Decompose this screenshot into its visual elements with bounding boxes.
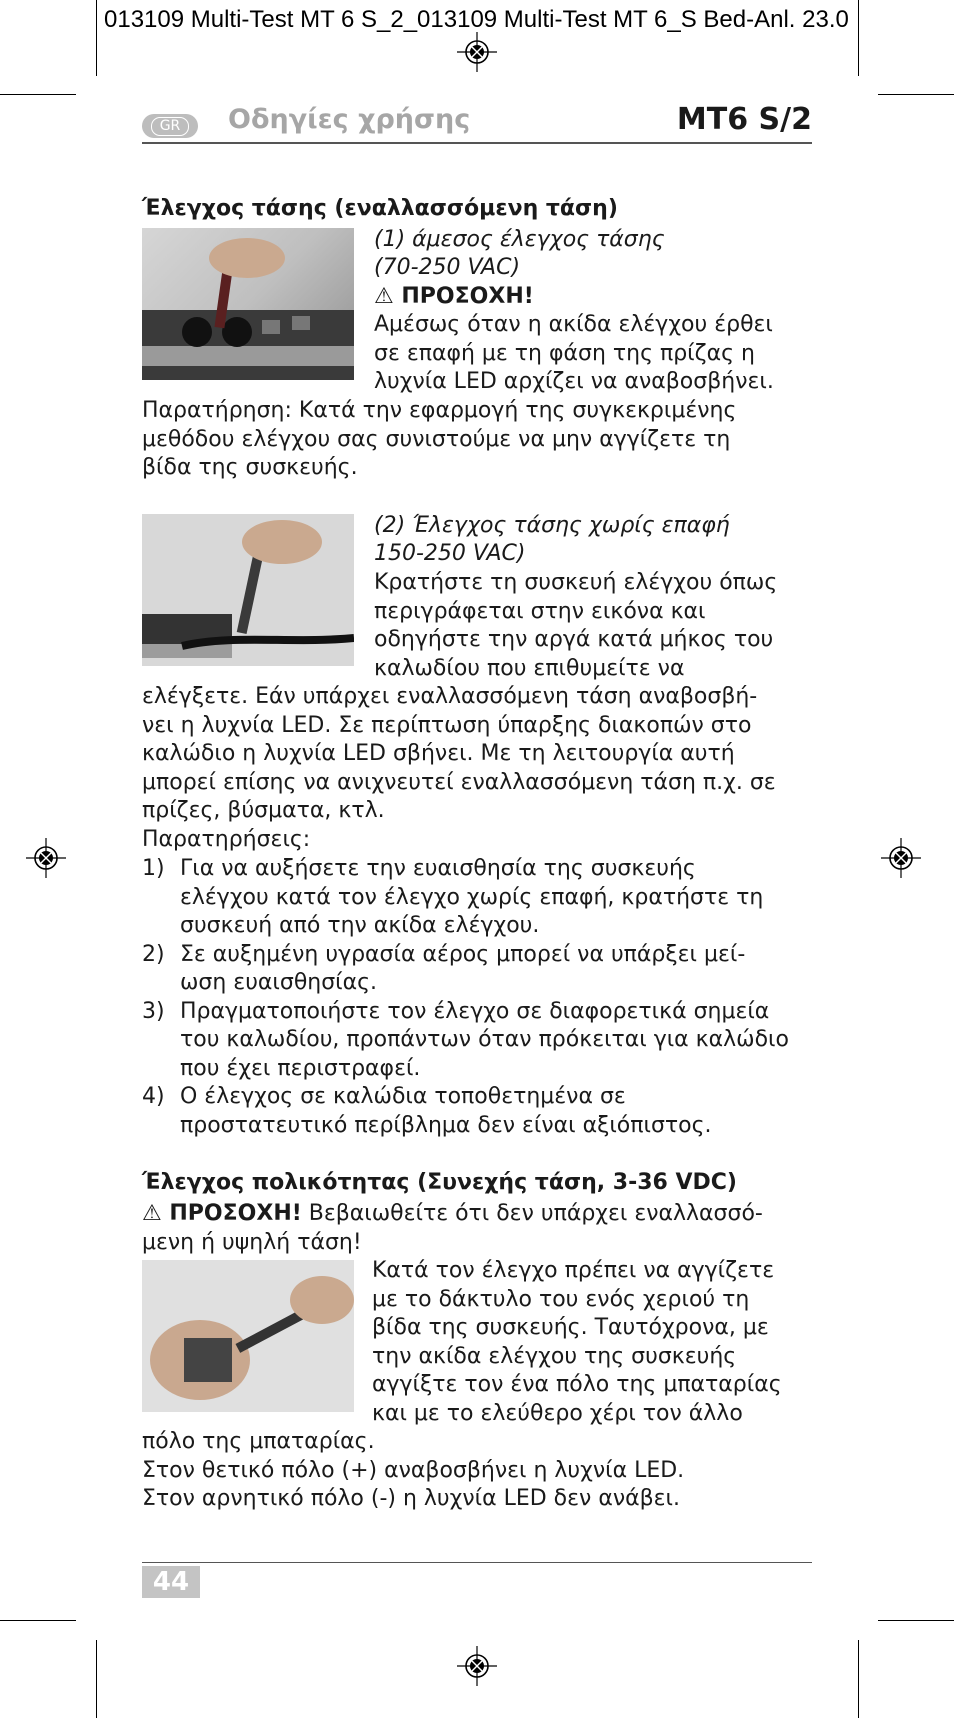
notes-list bbox=[142, 855, 789, 1140]
model-name: MT6 S/2 bbox=[676, 102, 812, 137]
registration-mark-icon bbox=[457, 1646, 497, 1686]
polarity-side-text: Κατά τον έλεγχο πρέπει να αγγίζετε με το δάκτυλο του ενός χεριού τη βίδα της συσκευής. Ταυτόχρονα, με την ακίδα ελέγχου της συσκευής αγγίξτε τον ένα πόλο της μπαταρίας και με το ελεύθερο χέρι τον άλλο bbox=[372, 1258, 782, 1426]
direct-test-note: Παρατήρηση: Κατά την εφαρμογή της συγκεκριμένης μεθόδου ελέγχου σας συνιστούμε να μην αγγίζετε τη βίδα της συσκευής. bbox=[142, 398, 737, 480]
print-slug: 013109 Multi-Test MT 6 S_2_013109 Multi-Test MT 6_S Bed-Anl. 23.0 bbox=[104, 6, 849, 33]
direct-test-text: Αμέσως όταν η ακίδα ελέγχου έρθει σε επαφή με τη φάση της πρίζας η λυχνία LED αρχίζει να αναβοσβήνει. bbox=[374, 312, 774, 394]
crop-mark-top-right bbox=[858, 0, 859, 76]
contactless-caption-2: 150-250 VAC) bbox=[374, 541, 526, 566]
direct-test-caption-1: (1) άμεσος έλεγχος τάσης bbox=[374, 227, 665, 252]
photo-polarity-test bbox=[142, 1260, 354, 1412]
footer-rule bbox=[142, 1562, 812, 1563]
registration-mark-icon bbox=[881, 838, 921, 878]
manual-title: Οδηγίες χρήσης bbox=[228, 104, 471, 135]
page-number: 44 bbox=[142, 1566, 200, 1598]
warning-label: ⚠ ΠΡΟΣΟΧΗ! bbox=[374, 284, 534, 309]
list-item: 3) Πραγματοποιήστε τον έλεγχο σε διαφορετικά σημεία του καλωδίου, προπάντων όταν πρόκειται για καλώδιο που έχει περιστραφεί. bbox=[142, 998, 789, 1081]
polarity-full-text: πόλο της μπαταρίας. Στον θετικό πόλο (+) αναβοσβήνει η λυχνία LED. Στον αρνητικό πόλο (-) η λυχνία LED δεν ανάβει. bbox=[142, 1429, 685, 1511]
header-rule bbox=[142, 142, 812, 144]
polarity-warning: ⚠ ΠΡΟΣΟΧΗ! Βεβαιωθείτε ότι δεν υπάρχει εναλλασσό- bbox=[142, 1201, 763, 1226]
language-badge: GR bbox=[142, 114, 198, 138]
list-item: 4) Ο έλεγχος σε καλώδια τοποθετημένα σε προστατευτικό περίβλημα δεν είναι αξιόπιστος. bbox=[142, 1084, 712, 1138]
section-heading-ac-voltage: Έλεγχος τάσης (εναλλασσόμενη τάση) bbox=[142, 196, 618, 221]
photo-contactless-test bbox=[142, 514, 354, 666]
crop-mark-left-bottom bbox=[0, 1620, 76, 1621]
crop-mark-bottom-left bbox=[96, 1640, 97, 1718]
polarity-warning-line2: μενη ή υψηλή τάση! bbox=[142, 1230, 362, 1255]
crop-mark-bottom-right bbox=[858, 1640, 859, 1718]
crop-mark-left-top bbox=[0, 94, 76, 95]
registration-mark-icon bbox=[26, 838, 66, 878]
direct-test-caption-2: (70-250 VAC) bbox=[374, 255, 521, 280]
contactless-full-text: ελέγξετε. Εάν υπάρχει εναλλασσόμενη τάση αναβοσβή- νει η λυχνία LED. Σε περίπτωση ύπαρξης διακοπών στο καλώδιο η λυχνία LED σβήνει. Με τη λειτουργία αυτή μπορεί επίσης να ανιχνευτεί εναλλασσόμενη τάση π.χ. σε πρίζες, βύσματα, κτλ. Παρατηρήσεις: bbox=[142, 684, 776, 852]
contactless-caption-1: (2) Έλεγχος τάσης χωρίς επαφή bbox=[374, 513, 730, 538]
list-item: 2) Σε αυξημένη υγρασία αέρος μπορεί να υπάρξει μεί- ωση ευαισθησίας. bbox=[142, 941, 746, 995]
crop-mark-right-top bbox=[878, 94, 954, 95]
crop-mark-top-left bbox=[96, 0, 97, 76]
list-item: 1) Για να αυξήσετε την ευαισθησία της συσκευής ελέγχου κατά τον έλεγχο χωρίς επαφή, κρατήστε τη συσκευή από την ακίδα ελέγχου. bbox=[142, 856, 764, 938]
section-heading-polarity: Έλεγχος πολικότητας (Συνεχής τάση, 3-36 VDC) bbox=[142, 1170, 737, 1195]
photo-direct-test bbox=[142, 228, 354, 380]
crop-mark-right-bottom bbox=[878, 1620, 954, 1621]
registration-mark-icon bbox=[457, 32, 497, 72]
contactless-side-text: Κρατήστε τη συσκευή ελέγχου όπως περιγράφεται στην εικόνα και οδηγήστε την αργά κατά μήκος του καλωδίου που επιθυμείτε να bbox=[374, 570, 778, 681]
